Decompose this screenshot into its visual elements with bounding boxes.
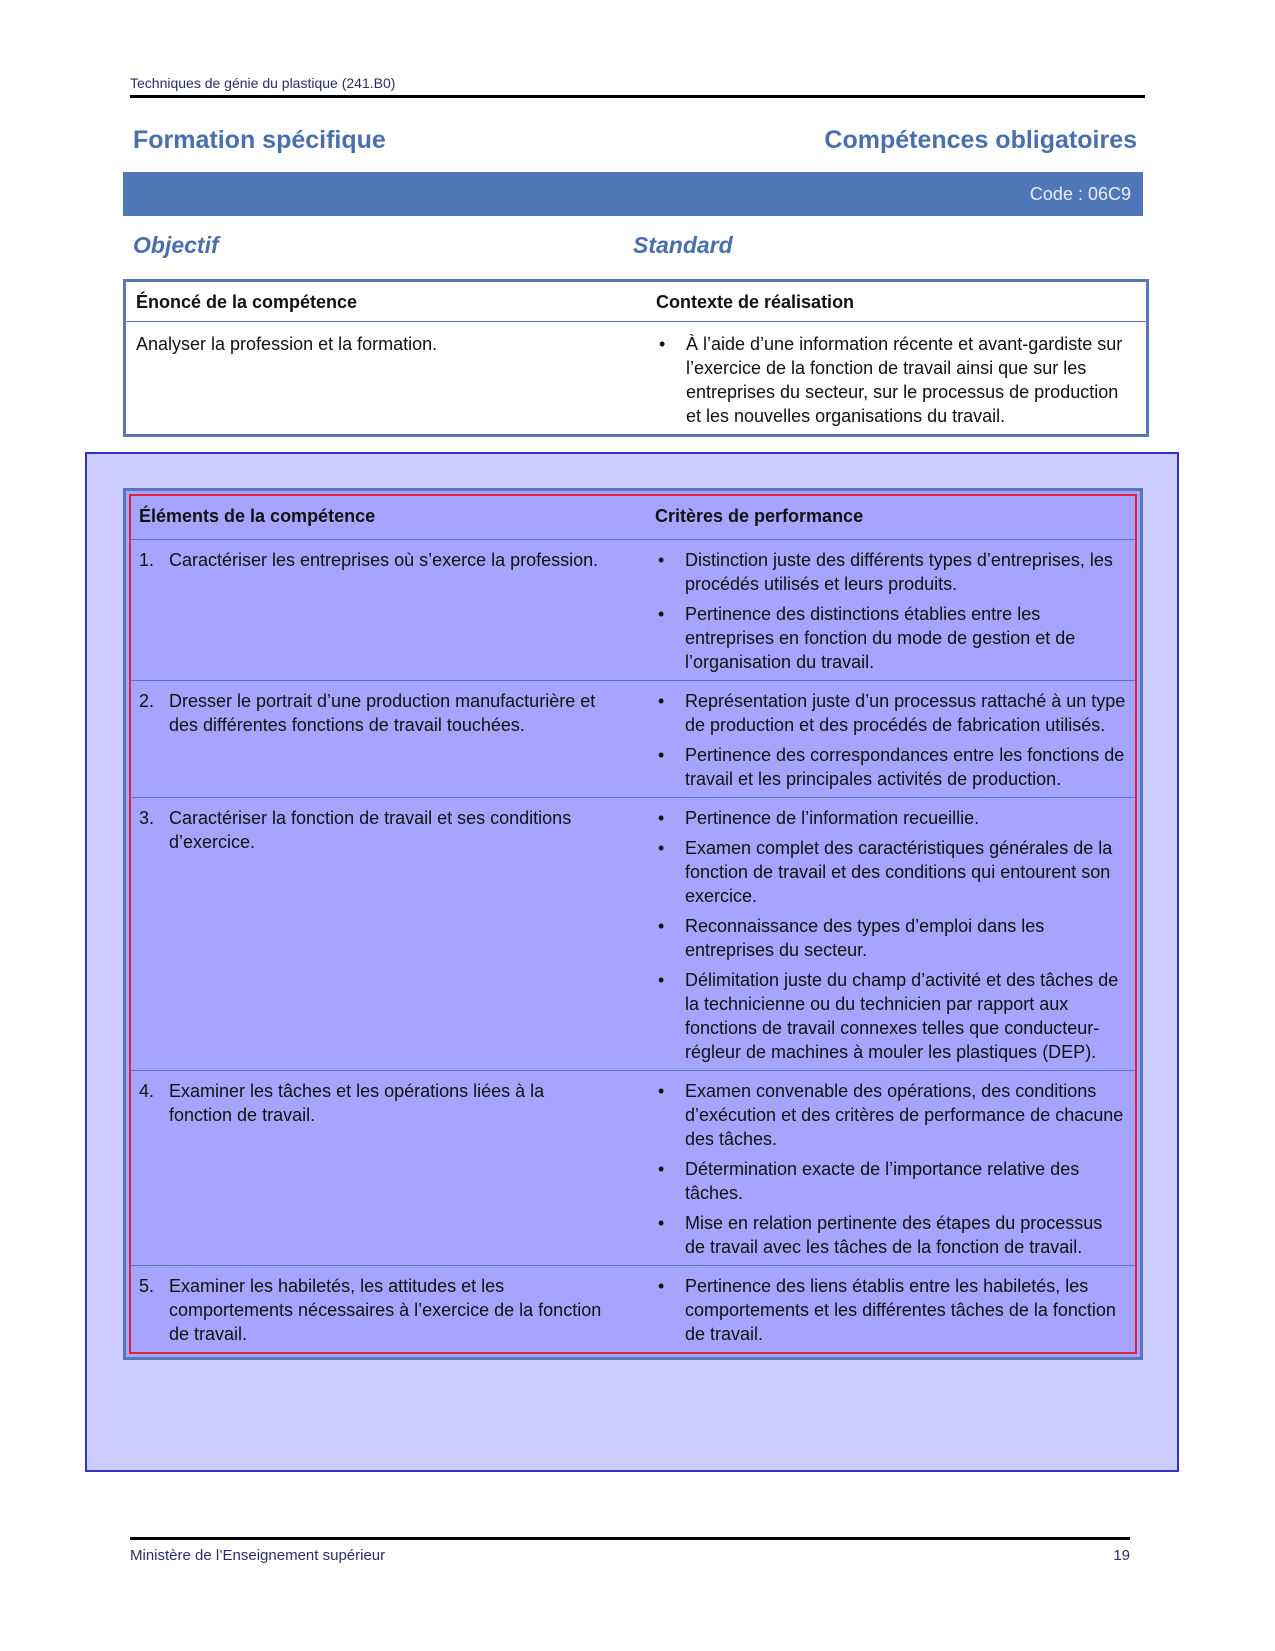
bullet-icon: • <box>658 916 665 936</box>
criterion-item <box>655 806 1127 830</box>
competence-code: Code : 06C9 <box>1029 184 1131 204</box>
criteria-cell <box>647 798 1135 1071</box>
criterion-item <box>655 602 1127 674</box>
document-title: Techniques de génie du plastique (241.B0) <box>130 75 396 91</box>
table-row <box>131 798 1135 1071</box>
element-cell <box>131 798 647 1071</box>
criterion-text: Examen convenable des opérations, des conditions d’exécution et des critères de performance de chacune des tâches. <box>685 1081 1124 1149</box>
criterion-text: Pertinence de l’information recueillie. <box>685 808 980 828</box>
criteria-cell <box>647 540 1135 681</box>
criterion-item <box>655 1157 1127 1205</box>
criterion-item <box>655 1079 1127 1151</box>
criteria-list <box>655 1274 1127 1346</box>
bullet-icon: • <box>658 808 665 828</box>
criterion-text: Délimitation juste du champ d’activité et des tâches de la technicienne ou du technicien par rapport aux fonctions de travail connexes telles que conducteur-régleur de machines à mouler les plastiques (DEP). <box>685 970 1119 1062</box>
criterion-text: Détermination exacte de l’importance relative des tâches. <box>685 1159 1080 1203</box>
document-header <box>130 75 1145 91</box>
criterion-item <box>655 914 1127 962</box>
table-row <box>131 1071 1135 1266</box>
table-row <box>131 681 1135 798</box>
criteria-cell <box>647 1266 1135 1353</box>
bullet-icon: • <box>658 550 665 570</box>
element-number: 3. <box>139 808 155 828</box>
criterion-text: Reconnaissance des types d’emploi dans les entreprises du secteur. <box>685 916 1045 960</box>
criteria-cell <box>647 1071 1135 1266</box>
element-cell <box>131 540 647 681</box>
criterion-item <box>655 1211 1127 1259</box>
bullet-icon: • <box>658 691 665 711</box>
element-text: Examiner les habiletés, les attitudes et les comportements nécessaires à l’exercice de la fonction de travail. <box>169 1276 602 1344</box>
criterion-text: Représentation juste d’un processus rattaché à un type de production et des procédés de fabrication utilisés. <box>685 691 1126 735</box>
criteria-list <box>655 1079 1127 1259</box>
page-number: 19 <box>1113 1547 1130 1564</box>
bullet-icon: • <box>659 334 666 354</box>
element-text: Examiner les tâches et les opérations liées à la fonction de travail. <box>169 1081 545 1125</box>
criterion-item <box>655 1274 1127 1346</box>
bullet-icon: • <box>658 604 665 624</box>
contexte-item: • À l’aide d’une information récente et avant-gardiste sur l’exercice de la fonction de travail ainsi que sur les entreprises du secteur, sur le processus de production et les nouvelles organisations du travail. <box>659 334 1123 426</box>
document-footer <box>130 1537 1130 1564</box>
criterion-item <box>655 743 1127 791</box>
subtitle-standard: Standard <box>633 232 733 258</box>
element-number: 4. <box>139 1081 155 1101</box>
criteres-header: Critères de performance <box>647 496 1135 540</box>
table-row <box>131 540 1135 681</box>
elements-header: Éléments de la compétence <box>131 496 647 540</box>
criterion-item <box>655 548 1127 596</box>
bullet-icon: • <box>658 970 665 990</box>
criteria-list <box>655 806 1127 1064</box>
element-cell <box>131 1266 647 1353</box>
element-cell <box>131 1071 647 1266</box>
contexte-cell <box>646 322 1146 435</box>
criterion-text: Distinction juste des différents types d’entreprises, les procédés utilisés et leurs produits. <box>685 550 1113 594</box>
criterion-text: Examen complet des caractéristiques générales de la fonction de travail et des conditions qui entourent son exercice. <box>685 838 1113 906</box>
element-number: 2. <box>139 691 155 711</box>
criterion-text: Pertinence des distinctions établies entre les entreprises en fonction du mode de gestion et de l’organisation du travail. <box>685 604 1076 672</box>
footer-ministry: Ministère de l’Enseignement supérieur <box>130 1547 386 1564</box>
bullet-icon: • <box>658 745 665 765</box>
criterion-text: Pertinence des correspondances entre les fonctions de travail et les principales activités de production. <box>685 745 1125 789</box>
criteria-cell <box>647 681 1135 798</box>
element-text: Caractériser la fonction de travail et ses conditions d’exercice. <box>169 808 572 852</box>
bullet-icon: • <box>658 1213 665 1233</box>
bullet-icon: • <box>658 1159 665 1179</box>
table-row <box>131 1266 1135 1353</box>
element-text: Caractériser les entreprises où s’exerce la profession. <box>169 550 599 570</box>
bullet-icon: • <box>658 1081 665 1101</box>
section-title-formation: Formation spécifique <box>133 126 386 154</box>
criterion-item <box>655 968 1127 1064</box>
element-text: Dresser le portrait d’une production manufacturière et des différentes fonctions de travail touchées. <box>169 691 596 735</box>
element-cell <box>131 681 647 798</box>
enonce-text: Analyser la profession et la formation. <box>136 334 438 354</box>
header-rule <box>130 95 1145 98</box>
criterion-text: Mise en relation pertinente des étapes du processus de travail avec les tâches de la fonction de travail. <box>685 1213 1103 1257</box>
enonce-header: Énoncé de la compétence <box>126 282 646 322</box>
criterion-text: Pertinence des liens établis entre les habiletés, les comportements et les différentes tâches de la fonction de travail. <box>685 1276 1116 1344</box>
element-number: 1. <box>139 550 155 570</box>
criteria-list <box>655 548 1127 674</box>
criteria-list <box>655 689 1127 791</box>
contexte-header: Contexte de réalisation <box>646 282 1146 322</box>
elements-table <box>123 488 1143 1360</box>
competence-table <box>123 279 1149 437</box>
bullet-icon: • <box>658 838 665 858</box>
section-title-competences: Compétences obligatoires <box>824 126 1137 154</box>
bullet-icon: • <box>658 1276 665 1296</box>
subtitle-objectif: Objectif <box>133 232 219 258</box>
criterion-item <box>655 689 1127 737</box>
criterion-item <box>655 836 1127 908</box>
footer-rule <box>130 1537 1130 1540</box>
code-band <box>123 172 1143 216</box>
element-number: 5. <box>139 1276 155 1296</box>
